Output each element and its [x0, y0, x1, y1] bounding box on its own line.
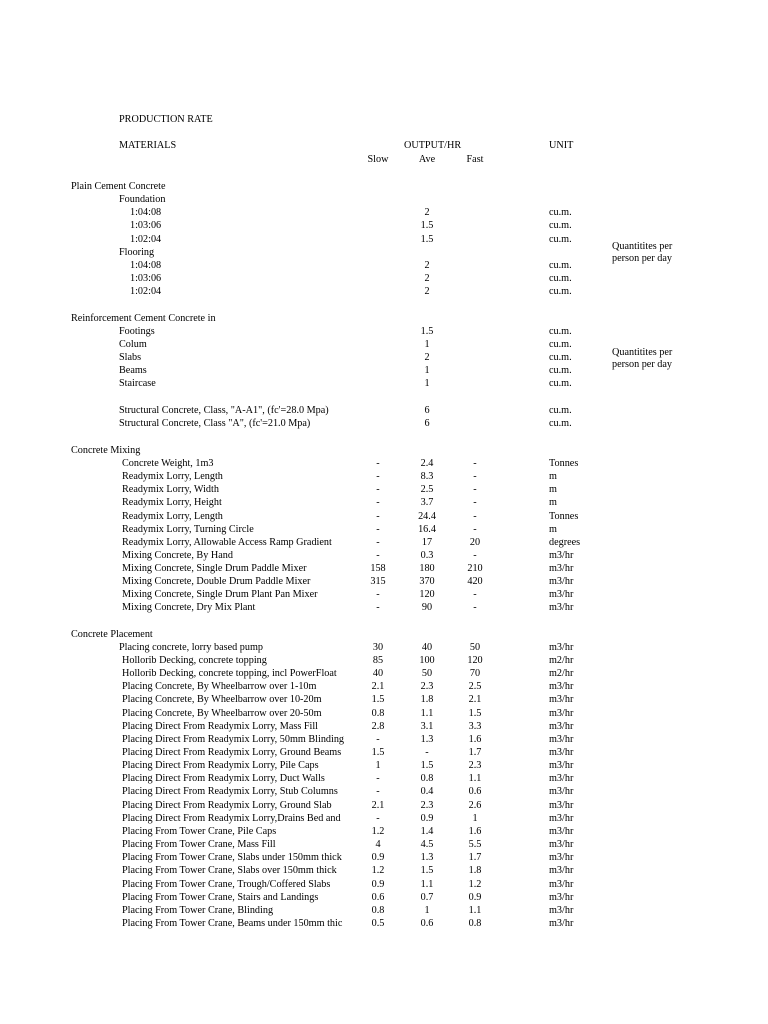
unit-value: m2/hr [549, 655, 574, 666]
materials-header: MATERIALS [119, 140, 177, 151]
ave-value: 40 [421, 642, 433, 653]
ave-value: 100 [419, 655, 435, 666]
ave-value: 0.6 [420, 918, 434, 929]
slow-value: 315 [370, 576, 386, 587]
ave-value: 24.4 [418, 511, 436, 522]
row-label: Placing Concrete, By Wheelbarrow over 20-50m [122, 708, 322, 719]
ave-value: 120 [419, 589, 435, 600]
unit-value: m3/hr [549, 852, 574, 863]
page-title: PRODUCTION RATE [119, 114, 213, 125]
fast-value: - [473, 484, 477, 495]
row-label: 1:04:08 [130, 260, 162, 271]
ave-value: 0.3 [420, 550, 434, 561]
ave-value: 16.4 [418, 524, 436, 535]
row-label: Mixing Concrete, Single Drum Plant Pan Mixer [122, 589, 318, 600]
ave-value: 1 [424, 339, 430, 350]
fast-value: 2.1 [468, 694, 482, 705]
row-label: Placing From Tower Crane, Pile Caps [122, 826, 277, 837]
rcc-note-line2: person per day [612, 359, 672, 370]
row-label: Placing Concrete, By Wheelbarrow over 1-10m [122, 681, 317, 692]
section-heading: Concrete Mixing [71, 445, 141, 456]
row-label: Hollorib Decking, concrete topping, incl PowerFloat [122, 668, 337, 679]
fast-value: 5.5 [468, 839, 482, 850]
plain-concrete-note-line2: person per day [612, 253, 672, 264]
ave-value: 1.5 [420, 234, 434, 245]
slow-header: Slow [367, 154, 389, 165]
row-label: Beams [119, 365, 147, 376]
fast-value: 0.6 [468, 786, 482, 797]
unit-value: m3/hr [549, 734, 574, 745]
fast-value: 1 [472, 813, 478, 824]
unit-value: cu.m. [549, 260, 572, 271]
row-label: Placing Direct From Readymix Lorry, Ground Beams [122, 747, 342, 758]
fast-value: 2.3 [468, 760, 482, 771]
unit-value: m3/hr [549, 694, 574, 705]
ave-value: 1.5 [420, 760, 434, 771]
ave-value: 90 [421, 602, 433, 613]
slow-value: - [376, 511, 380, 522]
slow-value: 0.5 [371, 918, 385, 929]
fast-value: - [473, 589, 477, 600]
ave-value: 1 [424, 378, 430, 389]
slow-value: - [376, 471, 380, 482]
row-label: Placing Direct From Readymix Lorry, Pile Caps [122, 760, 319, 771]
ave-value: 2.3 [420, 681, 434, 692]
row-label: Placing Direct From Readymix Lorry, Ground Slab [122, 800, 332, 811]
fast-value: 20 [469, 537, 481, 548]
ave-value: 0.9 [420, 813, 434, 824]
ave-value: 2 [424, 286, 430, 297]
section-heading: Plain Cement Concrete [71, 181, 166, 192]
slow-value: 40 [372, 668, 384, 679]
slow-value: 2.1 [371, 800, 385, 811]
ave-value: 6 [424, 418, 430, 429]
section-heading: Reinforcement Cement Concrete in [71, 313, 216, 324]
slow-value: - [376, 537, 380, 548]
unit-value: m3/hr [549, 918, 574, 929]
row-label: 1:03:06 [130, 220, 162, 231]
unit-value: degrees [549, 537, 581, 548]
unit-value: cu.m. [549, 220, 572, 231]
ave-value: 3.1 [420, 721, 434, 732]
ave-value: 50 [421, 668, 433, 679]
fast-value: - [473, 458, 477, 469]
unit-value: m3/hr [549, 589, 574, 600]
row-label: Mixing Concrete, By Hand [122, 550, 233, 561]
unit-value: cu.m. [549, 273, 572, 284]
fast-value: 1.7 [468, 747, 482, 758]
unit-value: m3/hr [549, 681, 574, 692]
unit-value: m3/hr [549, 800, 574, 811]
unit-value: m3/hr [549, 813, 574, 824]
ave-value: 17 [421, 537, 433, 548]
slow-value: 30 [372, 642, 384, 653]
slow-value: 0.8 [371, 708, 385, 719]
row-label: Slabs [119, 352, 142, 363]
row-label: 1:02:04 [130, 234, 162, 245]
slow-value: 1.5 [371, 694, 385, 705]
unit-value: m3/hr [549, 721, 574, 732]
unit-value: cu.m. [549, 286, 572, 297]
row-label: Readymix Lorry, Allowable Access Ramp Gradient [122, 537, 332, 548]
unit-header: UNIT [549, 140, 574, 151]
ave-value: 1.5 [420, 865, 434, 876]
ave-value: 2.3 [420, 800, 434, 811]
slow-value: 0.9 [371, 879, 385, 890]
slow-value: 4 [375, 839, 381, 850]
row-label: Structural Concrete, Class "A", (fc'=21.0 Mpa) [119, 418, 311, 429]
ave-value: 8.3 [420, 471, 434, 482]
unit-value: m3/hr [549, 747, 574, 758]
fast-value: 1.1 [468, 773, 482, 784]
unit-value: m3/hr [549, 576, 574, 587]
slow-value: 0.8 [371, 905, 385, 916]
fast-value: 3.3 [468, 721, 482, 732]
fast-value: 120 [467, 655, 483, 666]
row-label: Colum [119, 339, 147, 350]
unit-value: cu.m. [549, 405, 572, 416]
row-label: Readymix Lorry, Length [122, 471, 223, 482]
fast-value: 1.2 [468, 879, 482, 890]
slow-value: - [376, 602, 380, 613]
fast-value: 70 [469, 668, 481, 679]
unit-value: m3/hr [549, 839, 574, 850]
ave-value: - [425, 747, 429, 758]
ave-value: 4.5 [420, 839, 434, 850]
ave-value: 2 [424, 260, 430, 271]
unit-value: cu.m. [549, 339, 572, 350]
slow-value: - [376, 589, 380, 600]
slow-value: 0.6 [371, 892, 385, 903]
fast-value: 1.1 [468, 905, 482, 916]
fast-value: 1.8 [468, 865, 482, 876]
fast-value: 2.6 [468, 800, 482, 811]
row-label: Placing From Tower Crane, Beams under 150mm thic [122, 918, 343, 929]
unit-value: m [549, 497, 557, 508]
fast-value: 2.5 [468, 681, 482, 692]
fast-value: 50 [469, 642, 481, 653]
ave-value: 1.1 [420, 879, 434, 890]
row-label: Mixing Concrete, Single Drum Paddle Mixer [122, 563, 307, 574]
plain-concrete-note-line1: Quantitites per [612, 241, 673, 252]
row-label: Structural Concrete, Class, "A-A1", (fc'=28.0 Mpa) [119, 405, 329, 416]
row-label: Foundation [119, 194, 166, 205]
slow-value: 1 [375, 760, 381, 771]
slow-value: 1.5 [371, 747, 385, 758]
fast-value: 1.6 [468, 826, 482, 837]
row-label: 1:02:04 [130, 286, 162, 297]
ave-value: 1 [424, 365, 430, 376]
unit-value: cu.m. [549, 418, 572, 429]
ave-value: 1.4 [420, 826, 434, 837]
slow-value: - [376, 734, 380, 745]
unit-value: m3/hr [549, 892, 574, 903]
unit-value: m3/hr [549, 563, 574, 574]
unit-value: m3/hr [549, 550, 574, 561]
slow-value: 158 [370, 563, 386, 574]
fast-value: - [473, 550, 477, 561]
rcc-note-line1: Quantitites per [612, 347, 673, 358]
row-label: Placing Direct From Readymix Lorry, 50mm Blinding [122, 734, 345, 745]
row-label: Placing Direct From Readymix Lorry, Mass Fill [122, 721, 318, 732]
row-label: Placing From Tower Crane, Slabs under 150mm thick [122, 852, 342, 863]
row-label: 1:03:06 [130, 273, 162, 284]
unit-value: m2/hr [549, 668, 574, 679]
row-label: Placing Direct From Readymix Lorry, Duct Walls [122, 773, 325, 784]
ave-value: 1.3 [420, 852, 434, 863]
ave-value: 180 [419, 563, 435, 574]
unit-value: m3/hr [549, 708, 574, 719]
unit-value: cu.m. [549, 365, 572, 376]
unit-value: m3/hr [549, 760, 574, 771]
unit-value: cu.m. [549, 378, 572, 389]
row-label: Flooring [119, 247, 155, 258]
row-label: Placing From Tower Crane, Mass Fill [122, 839, 276, 850]
slow-value: - [376, 773, 380, 784]
unit-value: cu.m. [549, 234, 572, 245]
fast-value: 1.5 [468, 708, 482, 719]
row-label: Placing From Tower Crane, Stairs and Landings [122, 892, 319, 903]
ave-value: 2.4 [420, 458, 434, 469]
ave-value: 1.8 [420, 694, 434, 705]
row-label: Staircase [119, 378, 156, 389]
slow-value: - [376, 550, 380, 561]
fast-value: 0.8 [468, 918, 482, 929]
fast-value: 1.7 [468, 852, 482, 863]
ave-header: Ave [418, 154, 436, 165]
slow-value: - [376, 497, 380, 508]
slow-value: - [376, 458, 380, 469]
output-hr-header: OUTPUT/HR [404, 140, 462, 151]
unit-value: cu.m. [549, 207, 572, 218]
ave-value: 0.7 [420, 892, 434, 903]
ave-value: 2 [424, 207, 430, 218]
slow-value: - [376, 484, 380, 495]
slow-value: - [376, 786, 380, 797]
unit-value: Tonnes [549, 511, 579, 522]
slow-value: - [376, 524, 380, 535]
fast-value: - [473, 511, 477, 522]
ave-value: 6 [424, 405, 430, 416]
row-label: Placing From Tower Crane, Slabs over 150mm thick [122, 865, 337, 876]
ave-value: 2.5 [420, 484, 434, 495]
ave-value: 1.5 [420, 326, 434, 337]
unit-value: cu.m. [549, 352, 572, 363]
row-label: Mixing Concrete, Dry Mix Plant [122, 602, 256, 613]
slow-value: 0.9 [371, 852, 385, 863]
section-heading: Concrete Placement [71, 629, 153, 640]
unit-value: m3/hr [549, 773, 574, 784]
row-label: Hollorib Decking, concrete topping [122, 655, 267, 666]
ave-value: 1.3 [420, 734, 434, 745]
unit-value: m3/hr [549, 905, 574, 916]
slow-value: 85 [372, 655, 384, 666]
row-label: Placing From Tower Crane, Trough/Coffered Slabs [122, 879, 331, 890]
ave-value: 2 [424, 352, 430, 363]
ave-value: 0.4 [420, 786, 434, 797]
fast-value: 0.9 [468, 892, 482, 903]
ave-value: 0.8 [420, 773, 434, 784]
fast-value: - [473, 471, 477, 482]
ave-value: 1 [424, 905, 430, 916]
row-label: Readymix Lorry, Length [122, 511, 223, 522]
unit-value: m3/hr [549, 879, 574, 890]
unit-value: m3/hr [549, 602, 574, 613]
row-label: Placing From Tower Crane, Blinding [122, 905, 274, 916]
row-label: Mixing Concrete, Double Drum Paddle Mixer [122, 576, 311, 587]
unit-value: m [549, 471, 557, 482]
slow-value: - [376, 813, 380, 824]
fast-value: 1.6 [468, 734, 482, 745]
fast-value: 420 [467, 576, 483, 587]
unit-value: m3/hr [549, 865, 574, 876]
row-label: Footings [119, 326, 155, 337]
fast-value: - [473, 602, 477, 613]
ave-value: 1.5 [420, 220, 434, 231]
fast-value: - [473, 497, 477, 508]
slow-value: 2.1 [371, 681, 385, 692]
row-label: Readymix Lorry, Width [122, 484, 219, 495]
fast-value: - [473, 524, 477, 535]
row-label: Placing Direct From Readymix Lorry,Drains Bed and [122, 813, 341, 824]
row-label: Placing Concrete, By Wheelbarrow over 10-20m [122, 694, 322, 705]
unit-value: cu.m. [549, 326, 572, 337]
unit-value: m3/hr [549, 642, 574, 653]
slow-value: 1.2 [371, 826, 385, 837]
unit-value: m [549, 524, 557, 535]
row-label: Readymix Lorry, Turning Circle [122, 524, 254, 535]
fast-value: 210 [467, 563, 483, 574]
unit-value: Tonnes [549, 458, 579, 469]
fast-header: Fast [466, 154, 484, 165]
row-label: Placing Direct From Readymix Lorry, Stub Columns [122, 786, 338, 797]
row-label: Placing concrete, lorry based pump [119, 642, 263, 653]
row-label: Concrete Weight, 1m3 [122, 458, 214, 469]
ave-value: 370 [419, 576, 435, 587]
slow-value: 2.8 [371, 721, 385, 732]
row-label: 1:04:08 [130, 207, 162, 218]
slow-value: 1.2 [371, 865, 385, 876]
ave-value: 2 [424, 273, 430, 284]
unit-value: m [549, 484, 557, 495]
unit-value: m3/hr [549, 826, 574, 837]
ave-value: 1.1 [420, 708, 434, 719]
ave-value: 3.7 [420, 497, 434, 508]
unit-value: m3/hr [549, 786, 574, 797]
row-label: Readymix Lorry, Height [122, 497, 222, 508]
